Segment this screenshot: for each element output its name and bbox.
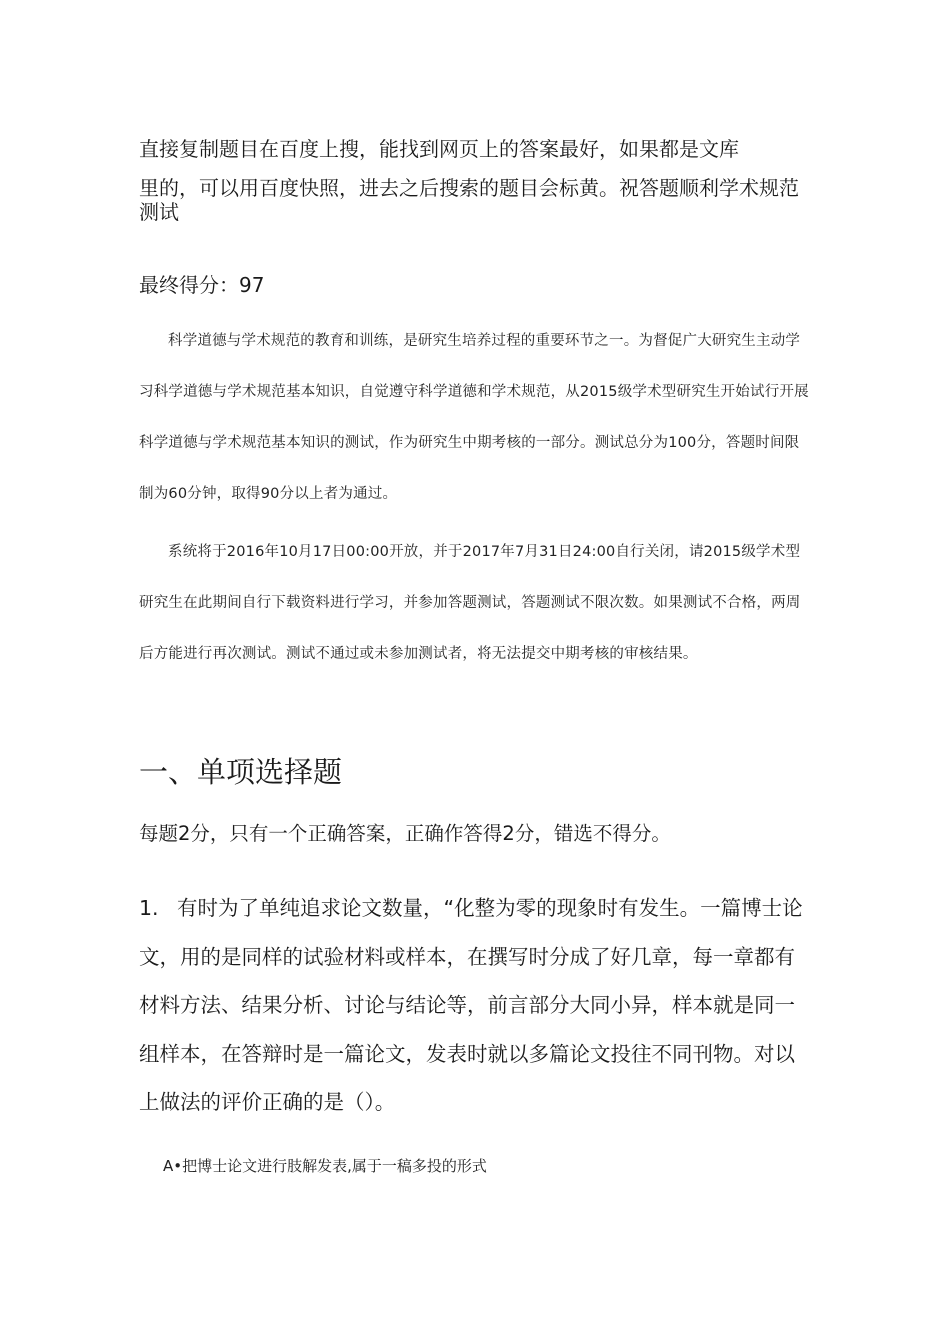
question-option-a[interactable]: A•把博士论文进行肢解发表,属于一稿多投的形式 (163, 1157, 487, 1175)
section-title: 一、单项选择题 (139, 755, 343, 789)
intro-paragraph-1: 科学道德与学术规范的教育和训练，是研究生培养过程的重要环节之一。为督促广大研究生主动学习科学道德与学术规范基本知识，自觉遵守科学道德和学术规范，从2015级学术型研究生开始试行开展科学道德与学术规范基本知识的测试，作为研究生中期考核的一部分。测试总分为100分，答题时间限制为60分钟，取得90分以上者为通过。 (139, 333, 809, 502)
question-number: 1. (139, 896, 159, 920)
intro-line-2: 里的，可以用百度快照，进去之后搜索的题目会标黄。祝答题顺利学术规范测试 (139, 176, 799, 224)
question-text: 有时为了单纯追求论文数量，“化整为零的现象时有发生。一篇博士论文，用的是同样的试验材料或样本，在撰写时分成了好几章，每一章都有材料方法、结果分析、讨论与结论等，前言部分大同小异，样本就是同一组样本，在答辩时是一篇论文，发表时就以多篇论文投往不同刊物。对以上做法的评价正确的是（）。 (139, 896, 803, 1114)
intro-line-1: 直接复制题目在百度上搜，能找到网页上的答案最好，如果都是文库 (139, 137, 739, 161)
intro-text (139, 132, 809, 224)
question-1 (139, 884, 809, 1127)
final-score: 最终得分：97 (139, 273, 265, 297)
section-instruction: 每题2分，只有一个正确答案，正确作答得2分，错选不得分。 (139, 822, 671, 845)
intro-paragraph-2: 系统将于2016年10月17日00:00开放，并于2017年7月31日24:00自行关闭，请2015级学术型研究生在此期间自行下载资料进行学习，并参加答题测试，答题测试不限次数。如果测试不合格，两周后方能进行再次测试。测试不通过或未参加测试者，将无法提交中期考核的审核结果。 (139, 544, 801, 662)
